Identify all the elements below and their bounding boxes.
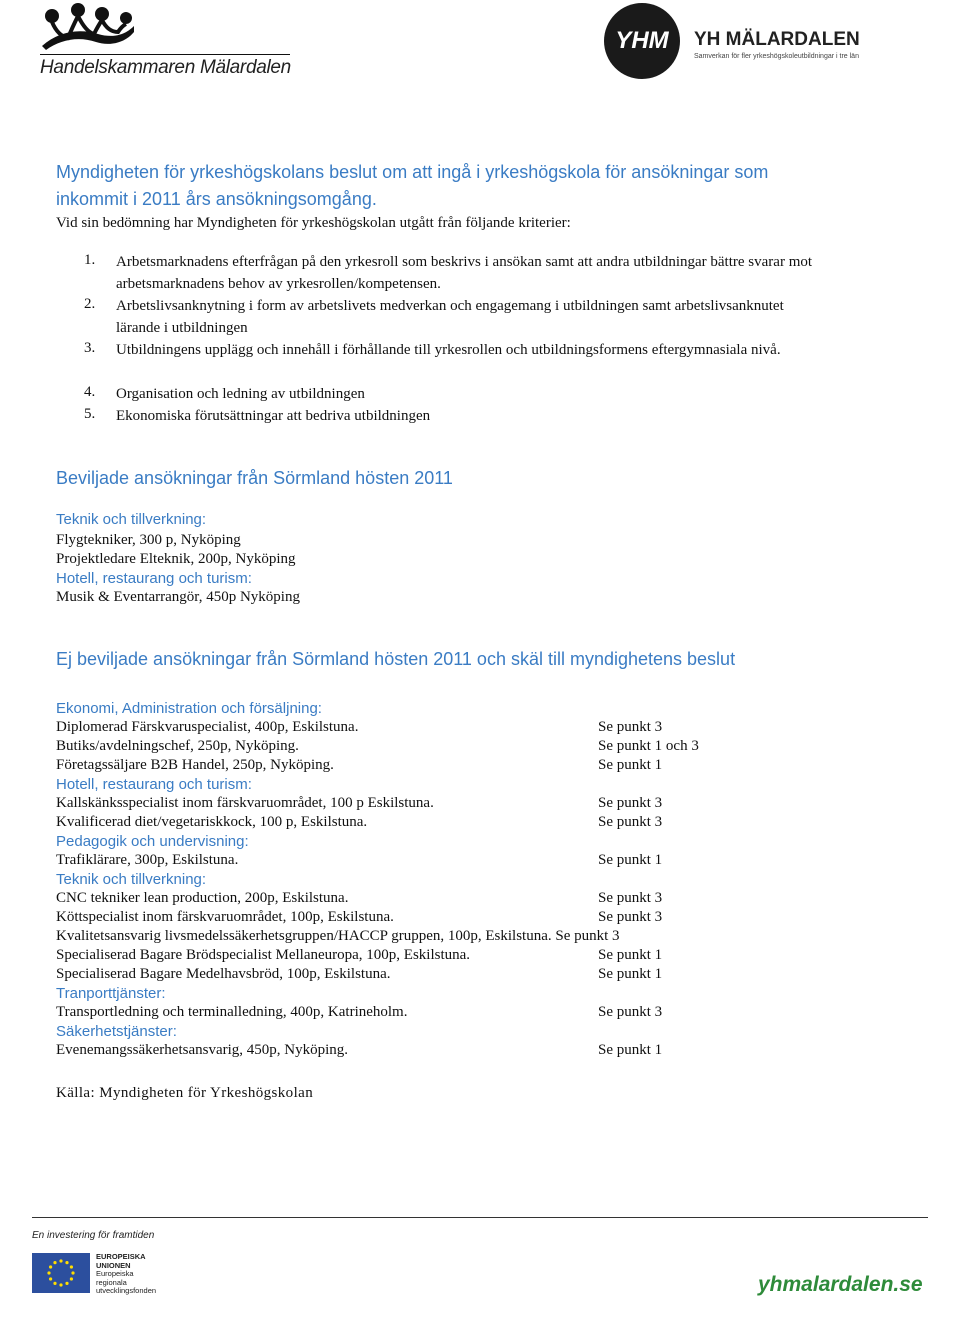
criteria-number: 5.	[84, 406, 96, 422]
rejected-item-reason: Se punkt 3	[598, 909, 663, 925]
handelskammaren-name: Handelskammaren Mälardalen	[40, 57, 291, 78]
rejected-item-name: Specialiserad Bagare Brödspecialist Mellaneuropa, 100p, Eskilstuna.	[56, 947, 471, 963]
rejected-item-reason: Se punkt 3	[598, 814, 663, 830]
eu-line: utvecklingsfonden	[96, 1286, 157, 1295]
rejected-item-name: Transportledning och terminalledning, 400p, Katrineholm.	[56, 1004, 408, 1020]
rejected-item-reason: Se punkt 1	[598, 757, 663, 773]
rejected-item-name: Kallskänksspecialist inom färskvaruområdet, 100 p Eskilstuna.	[56, 795, 434, 811]
eu-text	[96, 1253, 156, 1296]
rejected-item-name: Specialiserad Bagare Medelhavsbröd, 100p, Eskilstuna.	[56, 966, 391, 982]
rejected-item-name: Trafiklärare, 300p, Eskilstuna.	[56, 852, 239, 868]
rejected-category-hotel: Hotell, restaurang och turism:	[56, 776, 252, 793]
approved-category-hotel: Hotell, restaurang och turism:	[56, 570, 252, 587]
criteria-number: 3.	[84, 340, 96, 356]
eu-line: UNIONEN	[96, 1260, 131, 1270]
rejected-item-reason: Se punkt 3	[598, 795, 663, 811]
intro-title-line2: inkommit i 2011 års ansökningsomgång.	[56, 189, 377, 209]
criteria-number: 4.	[84, 384, 96, 400]
criteria-text: Arbetsmarknadens efterfrågan på den yrkesroll som beskrivs i ansökan samt att andra utbildningar bättre svarar mot arbetsmarknadens behov av yrkesrollen/kompetensen.	[116, 254, 813, 292]
source-note: Källa: Myndigheten för Yrkeshögskolan	[56, 1085, 314, 1101]
rejected-category-security: Säkerhetstjänster:	[56, 1023, 177, 1040]
yh-malardalen-logo	[604, 3, 864, 83]
rejected-item-reason: Se punkt 3	[598, 719, 663, 735]
rejected-item-long: Kvalitetsansvarig livsmedelssäkerhetsgruppen/HACCP gruppen, 100p, Eskilstuna. Se punkt 3	[56, 928, 620, 944]
yhm-badge	[604, 3, 680, 79]
rejected-item-reason: Se punkt 1	[598, 947, 663, 963]
approved-item: Musik & Eventarrangör, 450p Nyköping	[56, 589, 300, 605]
yhm-badge-text: YHM	[615, 27, 669, 54]
rejected-item-name: Köttspecialist inom färskvaruområdet, 100p, Eskilstuna.	[56, 909, 394, 925]
eu-line: Europeiska	[96, 1269, 134, 1278]
rejected-item-name: CNC tekniker lean production, 200p, Eskilstuna.	[56, 890, 349, 906]
rejected-title: Ej beviljade ansökningar från Sörmland hösten 2011 och skäl till myndighetens beslut	[56, 649, 736, 669]
yh-malardalen-title: YH MÄLARDALEN	[694, 29, 860, 50]
rejected-category-economy: Ekonomi, Administration och försäljning:	[56, 700, 322, 717]
footer-tagline: En investering för framtiden	[32, 1230, 155, 1241]
criteria-number: 2.	[84, 296, 96, 312]
website-link[interactable]: yhmalardalen.se	[758, 1273, 923, 1296]
intro-subtitle: Vid sin bedömning har Myndigheten för yrkeshögskolan utgått från följande kriterier:	[56, 215, 571, 231]
rejected-item-name: Diplomerad Färskvaruspecialist, 400p, Eskilstuna.	[56, 719, 359, 735]
rejected-item-name: Kvalificerad diet/vegetariskkock, 100 p, Eskilstuna.	[56, 814, 368, 830]
rejected-item-name: Evenemangssäkerhetsansvarig, 450p, Nyköping.	[56, 1042, 349, 1058]
rejected-item-reason: Se punkt 1	[598, 852, 663, 868]
criteria-text: Organisation och ledning av utbildningen	[116, 386, 365, 402]
intro-title-line1: Myndigheten för yrkeshögskolans beslut om att ingå i yrkeshögskola för ansökningar som	[56, 162, 769, 182]
rejected-item-reason: Se punkt 1	[598, 966, 663, 982]
eu-line: EUROPEISKA	[96, 1252, 146, 1261]
crown-icon	[38, 2, 138, 52]
approved-item: Flygtekniker, 300 p, Nyköping	[56, 532, 241, 548]
eu-line: regionala	[96, 1277, 127, 1287]
rejected-category-transport: Tranporttjänster:	[56, 985, 166, 1002]
criteria-number: 1.	[84, 252, 96, 268]
criteria-text: Utbildningens upplägg och innehåll i förhållande till yrkesrollen och utbildningsformens eftergymnasiala nivå.	[116, 342, 781, 358]
criteria-text: Ekonomiska förutsättningar att bedriva utbildningen	[116, 408, 431, 424]
rejected-category-tech: Teknik och tillverkning:	[56, 871, 207, 888]
eu-flag	[32, 1253, 90, 1293]
criteria-text: Arbetslivsanknytning i form av arbetslivets medverkan och engagemang i utbildningen samt arbetslivsanknutet lärande i utbildningen	[116, 298, 784, 336]
approved-item: Projektledare Elteknik, 200p, Nyköping	[56, 551, 296, 567]
handelskammaren-logo	[36, 2, 296, 84]
rejected-category-pedagogy: Pedagogik och undervisning:	[56, 833, 249, 850]
rejected-item-name: Företagssäljare B2B Handel, 250p, Nyköping.	[56, 757, 334, 773]
handelskammaren-underline	[40, 54, 290, 55]
footer-divider	[32, 1217, 928, 1218]
rejected-item-reason: Se punkt 3	[598, 1004, 663, 1020]
rejected-item-reason: Se punkt 1	[598, 1042, 663, 1058]
yh-malardalen-tagline: Samverkan för fler yrkeshögskoleutbildningar i tre län	[694, 53, 859, 60]
rejected-item-reason: Se punkt 1 och 3	[598, 738, 699, 754]
rejected-item-reason: Se punkt 3	[598, 890, 663, 906]
approved-category-tech: Teknik och tillverkning:	[56, 511, 207, 528]
approved-title: Beviljade ansökningar från Sörmland hösten 2011	[56, 468, 453, 488]
rejected-item-name: Butiks/avdelningschef, 250p, Nyköping.	[56, 738, 299, 754]
eu-stars-icon	[32, 1253, 90, 1293]
